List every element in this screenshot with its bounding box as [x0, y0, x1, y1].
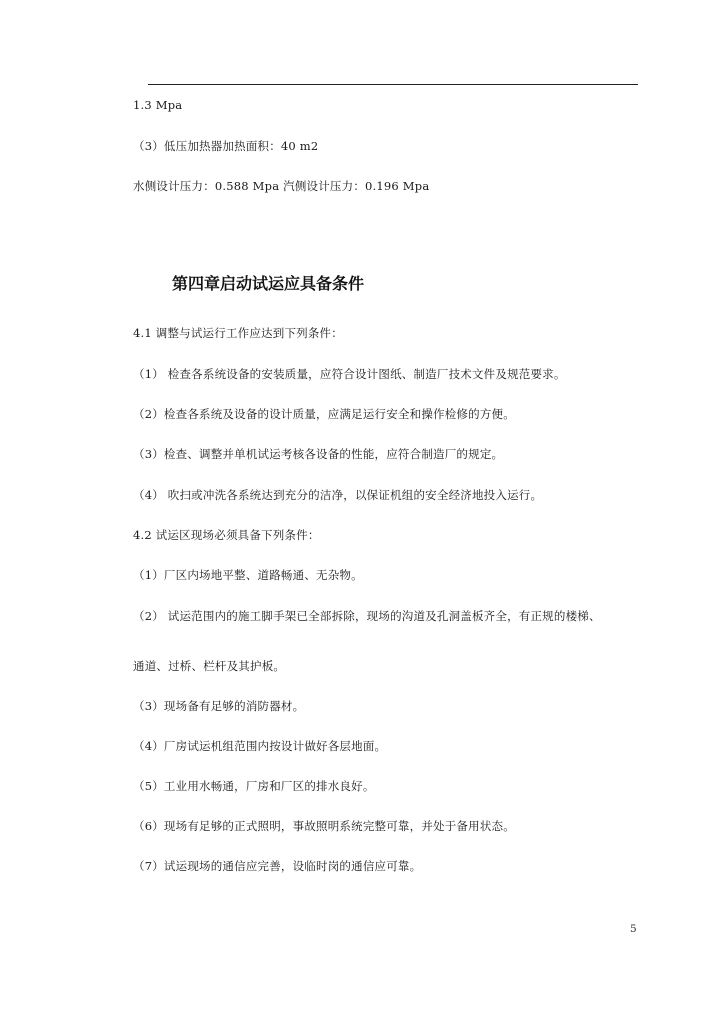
section-4-2-item: （2） 试运范围内的施工脚手架已全部拆除，现场的沟道及孔洞盖板齐全，有正规的楼梯、 [133, 609, 601, 623]
heater-area-line: （3）低压加热器加热面积：40 m2 [133, 139, 319, 153]
header-rule [148, 84, 638, 85]
section-4-2-item: （5）工业用水畅通，厂房和厂区的排水良好。 [133, 779, 375, 793]
section-4-2-item: （1）厂区内场地平整、道路畅通、无杂物。 [133, 568, 363, 582]
section-4-2-item-continuation: 通道、过桥、栏杆及其护板。 [133, 659, 286, 673]
design-pressure-line: 水侧设计压力：0.588 Mpa 汽侧设计压力：0.196 Mpa [133, 179, 430, 193]
continued-pressure-line: 1.3 Mpa [133, 98, 183, 112]
section-4-2-item: （7）试运现场的通信应完善，设临时岗的通信应可靠。 [133, 859, 422, 873]
section-4-1-heading: 4.1 调整与试运行工作应达到下列条件： [133, 326, 343, 340]
section-4-2-item: （6）现场有足够的正式照明，事故照明系统完整可靠，并处于备用状态。 [133, 819, 515, 833]
section-4-2-item: （4）厂房试运机组范围内按设计做好各层地面。 [133, 739, 387, 753]
section-4-1-item: （4） 吹扫或冲洗各系统达到充分的洁净，以保证机组的安全经济地投入运行。 [133, 488, 543, 502]
section-4-1-item: （2）检查各系统及设备的设计质量，应满足运行安全和操作检修的方便。 [133, 407, 515, 421]
section-4-1-item: （1） 检查各系统设备的安装质量，应符合设计图纸、制造厂技术文件及规范要求。 [133, 367, 566, 381]
section-4-2-heading: 4.2 试运区现场必须具备下列条件： [133, 528, 320, 542]
section-4-2-item: （3）现场备有足够的消防器材。 [133, 699, 305, 713]
section-4-1-item: （3）检查、调整并单机试运考核各设备的性能，应符合制造厂的规定。 [133, 447, 504, 461]
page-number: 5 [630, 923, 637, 935]
chapter-title: 第四章启动试运应具备条件 [172, 274, 365, 293]
